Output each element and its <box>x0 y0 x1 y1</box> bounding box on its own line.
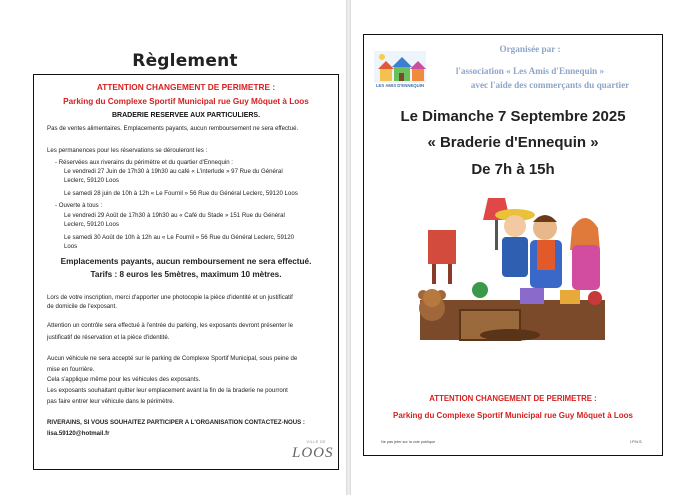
residents-line-2: Le vendredi 27 Juin de 17h30 à 19h30 au café « L'interlude » 97 Rue du Général <box>64 168 283 175</box>
permanences-intro: Les permanences pour les réservations se dérouleront les : <box>47 147 208 154</box>
residents-line-3: Leclerc, 59120 Loos <box>64 177 119 184</box>
rates: Tarifs : 8 euros les 5mètres, maximum 10 mètres. <box>90 270 282 279</box>
open-line-5: Loos <box>64 243 78 250</box>
footnote-right: I.P.N.S. <box>630 440 643 444</box>
leave-1: Les exposants souhaitant quitter leur emplacement avant la fin de la braderie ne pourront <box>47 387 288 394</box>
footnote-left: Ne pas jeter sur la voie publique <box>381 440 436 444</box>
id-note-1: Lors de votre inscription, merci d'apporter une photocopie la pièce d'identité et un justificatif <box>47 294 293 301</box>
event-name: « Braderie d'Ennequin » <box>427 134 599 151</box>
contact-email[interactable]: lisa.59120@hotmail.fr <box>47 430 110 437</box>
merchants-help: avec l'aide des commerçants du quartier <box>470 80 630 90</box>
association-name: l'association « Les Amis d'Ennequin » <box>455 66 605 76</box>
control-2: justificatif de réservation et la pièce d'identité. <box>47 334 170 341</box>
braderie-scene-icon <box>410 190 615 350</box>
reserved-notice: BRADERIE RESERVEE AUX PARTICULIERS. <box>111 112 261 119</box>
vehicle-3: Cela s'applique même pour les véhicules des exposants. <box>47 376 201 383</box>
event-hours: De 7h à 15h <box>471 161 555 178</box>
parking-line: Parking du Complexe Sportif Municipal rue Guy Môquet à Loos <box>63 97 309 106</box>
control-1: Attention un contrôle sera effectué à l'entrée du parking, les exposants devront présenter le <box>47 322 293 329</box>
loos-logo-top: VILLE DE <box>306 440 326 444</box>
no-food-notice: Pas de ventes alimentaires. Emplacements payants, aucun remboursement ne sera effectué. <box>47 125 299 132</box>
residents-line-4: Le samedi 28 juin de 10h à 12h « Le Fournil » 56 Rue du Général Leclerc, 59120 Loos <box>64 190 298 197</box>
flea-market-illustration <box>410 190 615 350</box>
organised-by: Organisée par : <box>499 44 561 54</box>
paid-spots: Emplacements payants, aucun remboursement ne sera effectué. <box>60 257 312 266</box>
open-line-1: - Ouverte à tous : <box>55 202 103 209</box>
open-line-3: Leclerc, 59120 Loos <box>64 221 119 228</box>
open-line-4: Le samedi 30 Août de 10h à 12h au « Le Fournil » 56 Rue du Général Leclerc, 59120 <box>64 234 295 241</box>
vehicle-2: mise en fourrière. <box>47 366 95 373</box>
vehicle-1: Aucun véhicule ne sera accepté sur le parking de Complexe Sportif Municipal, sous peine de <box>47 355 298 362</box>
leave-2: pas faire entrer leur véhicule dans le périmètre. <box>47 398 175 405</box>
contact-line: RIVERAINS, SI VOUS SOUHAITEZ PARTICIPER A L'ORGANISATION CONTACTEZ-NOUS : <box>47 419 305 426</box>
amis-ennequin-logo <box>372 49 428 93</box>
loos-city-logo <box>288 440 334 462</box>
attention-heading: ATTENTION CHANGEMENT DE PERIMETRE : <box>96 82 276 92</box>
poster-attention-heading: ATTENTION CHANGEMENT DE PERIMETRE : <box>429 394 597 403</box>
residents-line-1: - Réservées aux riverains du périmètre et du quartier d'Ennequin : <box>55 159 233 166</box>
id-note-2: de domicile de l'exposant. <box>47 303 117 310</box>
loos-logo-word: LOOS <box>292 445 334 461</box>
open-line-2: Le vendredi 29 Août de 17h30 à 19h30 au « Café du Stade » 151 Rue du Général <box>64 212 285 219</box>
page-gutter <box>346 0 351 495</box>
event-date: Le Dimanche 7 Septembre 2025 <box>400 108 626 125</box>
rules-title: Règlement <box>132 51 238 71</box>
poster-parking-line: Parking du Complexe Sportif Municipal rue Guy Môquet à Loos <box>392 411 634 420</box>
logo-caption: LES AMIS D'ENNEQUIN <box>375 83 425 88</box>
